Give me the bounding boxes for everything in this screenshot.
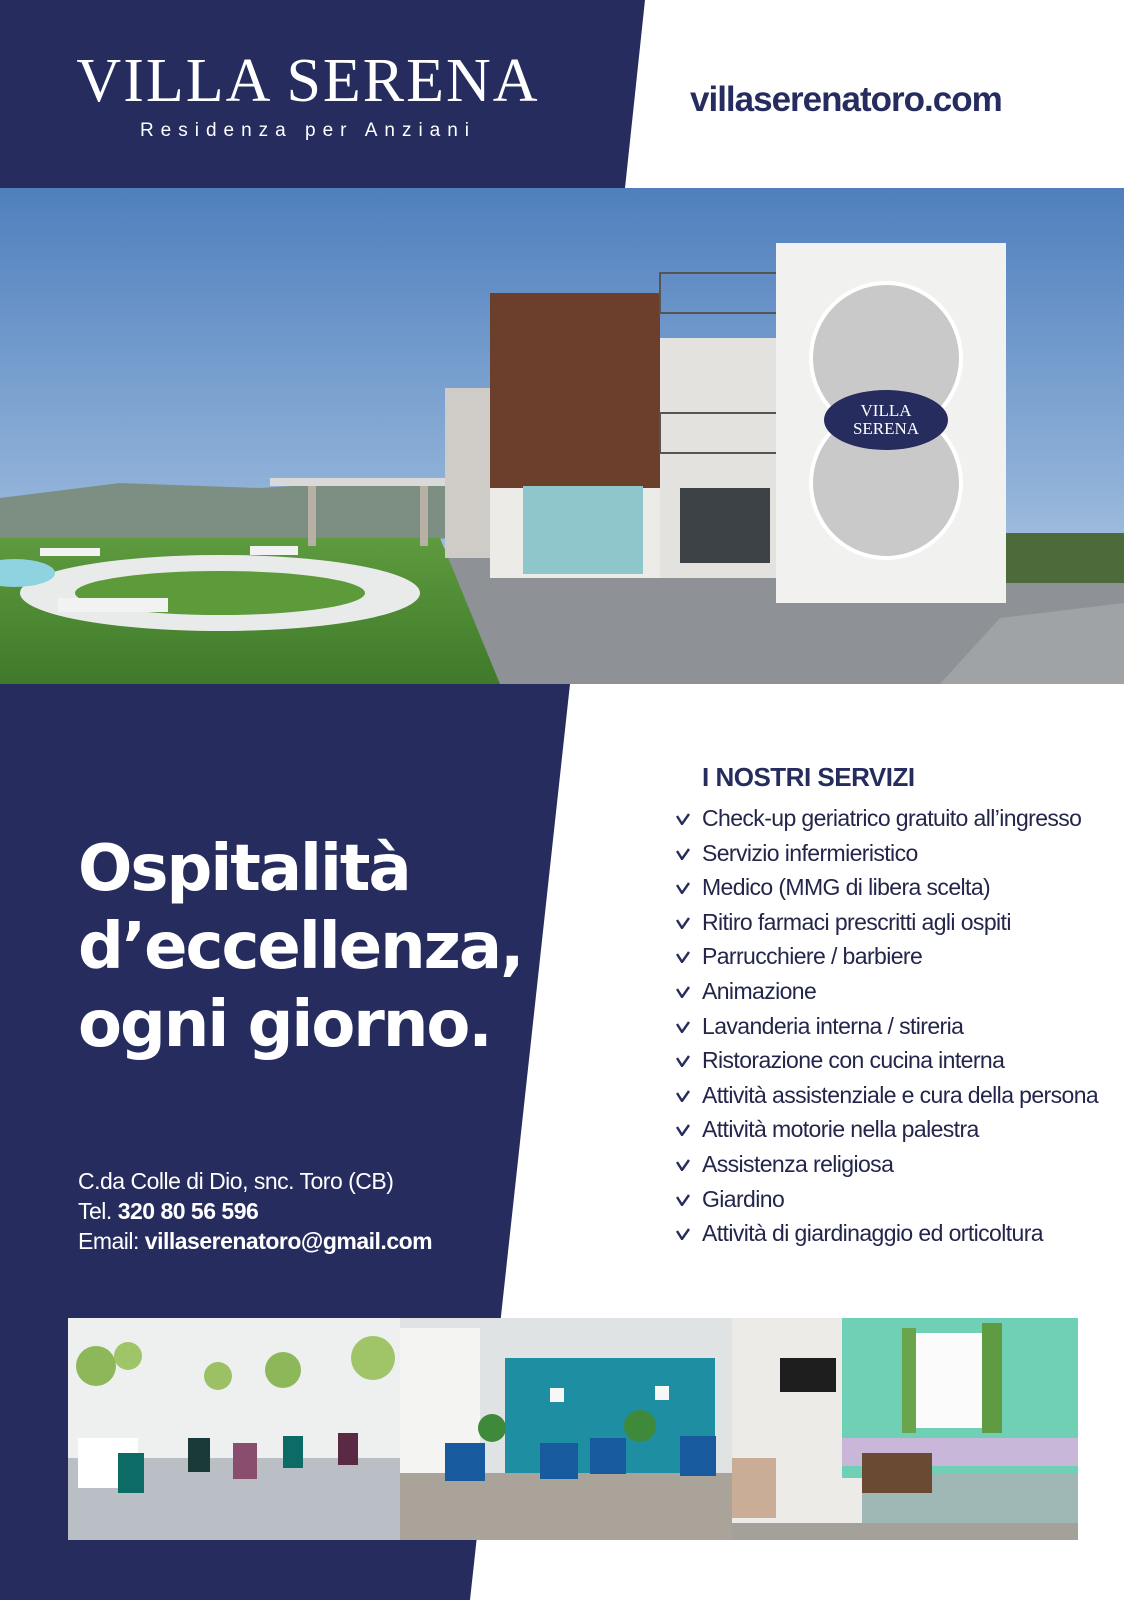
tel-label: Tel. — [78, 1198, 112, 1224]
building-brown-block — [490, 293, 660, 488]
email-row — [78, 1226, 432, 1256]
chair — [283, 1436, 303, 1468]
service-item — [676, 939, 1098, 974]
phone-row — [78, 1196, 432, 1226]
service-label: Giardino — [702, 1185, 785, 1212]
service-item — [676, 1112, 1098, 1147]
pergola-roof — [270, 478, 465, 486]
floor — [400, 1473, 732, 1540]
floor — [732, 1523, 1078, 1540]
service-item — [676, 905, 1098, 940]
window — [655, 1386, 669, 1400]
window — [550, 1388, 564, 1402]
service-item — [676, 1078, 1098, 1113]
service-item — [676, 870, 1098, 905]
headline-line: d’eccellenza, — [78, 910, 523, 984]
services-section — [676, 762, 1098, 1251]
service-label: Attività di giardinaggio ed orticoltura — [702, 1220, 1043, 1247]
contact-info — [78, 1166, 432, 1256]
phone-number[interactable]: 320 80 56 596 — [117, 1198, 259, 1224]
decorative-tree — [351, 1336, 395, 1380]
decorative-tree — [114, 1342, 142, 1370]
chair — [118, 1453, 144, 1493]
bench — [40, 548, 100, 556]
armchair — [590, 1438, 626, 1474]
plant — [624, 1410, 656, 1442]
service-label: Parrucchiere / barbiere — [702, 943, 923, 970]
decorative-tree — [204, 1362, 232, 1390]
service-item — [676, 1216, 1098, 1251]
check-icon — [676, 1194, 690, 1206]
tree — [1006, 533, 1124, 583]
bench — [250, 546, 298, 555]
headline-line: ogni giorno. — [78, 988, 491, 1062]
service-label: Animazione — [702, 977, 817, 1004]
armchair — [445, 1443, 485, 1481]
check-icon — [676, 986, 690, 998]
service-label: Ritiro farmaci prescritti agli ospiti — [702, 908, 1011, 935]
check-icon — [676, 1055, 690, 1067]
check-icon — [676, 1021, 690, 1033]
service-label: Attività motorie nella palestra — [702, 1116, 979, 1143]
armchair — [732, 1458, 776, 1518]
curtain — [982, 1323, 1002, 1433]
service-item — [676, 1182, 1098, 1217]
headline — [78, 830, 522, 1064]
plant — [478, 1414, 506, 1442]
email-label: Email: — [78, 1228, 139, 1254]
curtain — [902, 1328, 916, 1433]
hero-building-photo — [0, 188, 1124, 684]
service-item — [676, 801, 1098, 836]
service-item — [676, 974, 1098, 1009]
chair — [188, 1438, 210, 1472]
service-item — [676, 836, 1098, 871]
service-label: Lavanderia interna / stireria — [702, 1012, 964, 1039]
chair — [233, 1443, 257, 1479]
window — [912, 1333, 982, 1428]
service-item — [676, 1009, 1098, 1044]
service-label: Medico (MMG di libera scelta) — [702, 874, 991, 901]
facade-sign-line2: SERENA — [852, 419, 920, 438]
check-icon — [676, 1228, 690, 1240]
check-icon — [676, 951, 690, 963]
email-address[interactable]: villaserenatoro@gmail.com — [144, 1228, 433, 1254]
pergola-post — [420, 486, 428, 546]
address: C.da Colle di Dio, snc. Toro (CB) — [78, 1168, 394, 1194]
chair — [338, 1433, 358, 1465]
service-item — [676, 1147, 1098, 1182]
services-title: I NOSTRI SERVIZI — [702, 762, 915, 792]
service-label: Check-up geriatrico gratuito all’ingresso — [702, 805, 1082, 831]
headline-line: Ospitalità — [78, 832, 410, 906]
pergola-post — [308, 486, 316, 546]
building-side — [445, 388, 490, 558]
website-link[interactable]: villaserenatoro.com — [690, 80, 1002, 119]
lounge-photo — [400, 1318, 732, 1540]
bed-frame — [862, 1453, 932, 1493]
service-item — [676, 1043, 1098, 1078]
armchair — [540, 1443, 578, 1479]
entrance — [680, 488, 770, 563]
service-label: Attività assistenziale e cura della persona — [702, 1081, 1099, 1108]
service-label: Servizio infermieristico — [702, 839, 918, 866]
check-icon — [676, 813, 690, 825]
check-icon — [676, 882, 690, 894]
glass-window — [523, 486, 643, 574]
dining-room-photo — [68, 1318, 400, 1540]
brand-logo — [68, 48, 548, 142]
bench — [58, 598, 168, 612]
service-label: Assistenza religiosa — [702, 1150, 894, 1177]
service-label: Ristorazione con cucina interna — [702, 1047, 1005, 1074]
television — [780, 1358, 836, 1392]
armchair — [680, 1436, 716, 1476]
check-icon — [676, 917, 690, 929]
decorative-tree — [265, 1352, 301, 1388]
facade-sign-line1: VILLA — [860, 401, 912, 420]
services-list — [676, 801, 1098, 1251]
decorative-tree — [76, 1346, 116, 1386]
brand-name: VILLA SERENA — [76, 47, 540, 115]
check-icon — [676, 848, 690, 860]
check-icon — [676, 1124, 690, 1136]
check-icon — [676, 1159, 690, 1171]
bedroom-photo — [732, 1318, 1078, 1540]
check-icon — [676, 1090, 690, 1102]
brand-subtitle: Residenza per Anziani — [139, 120, 477, 141]
